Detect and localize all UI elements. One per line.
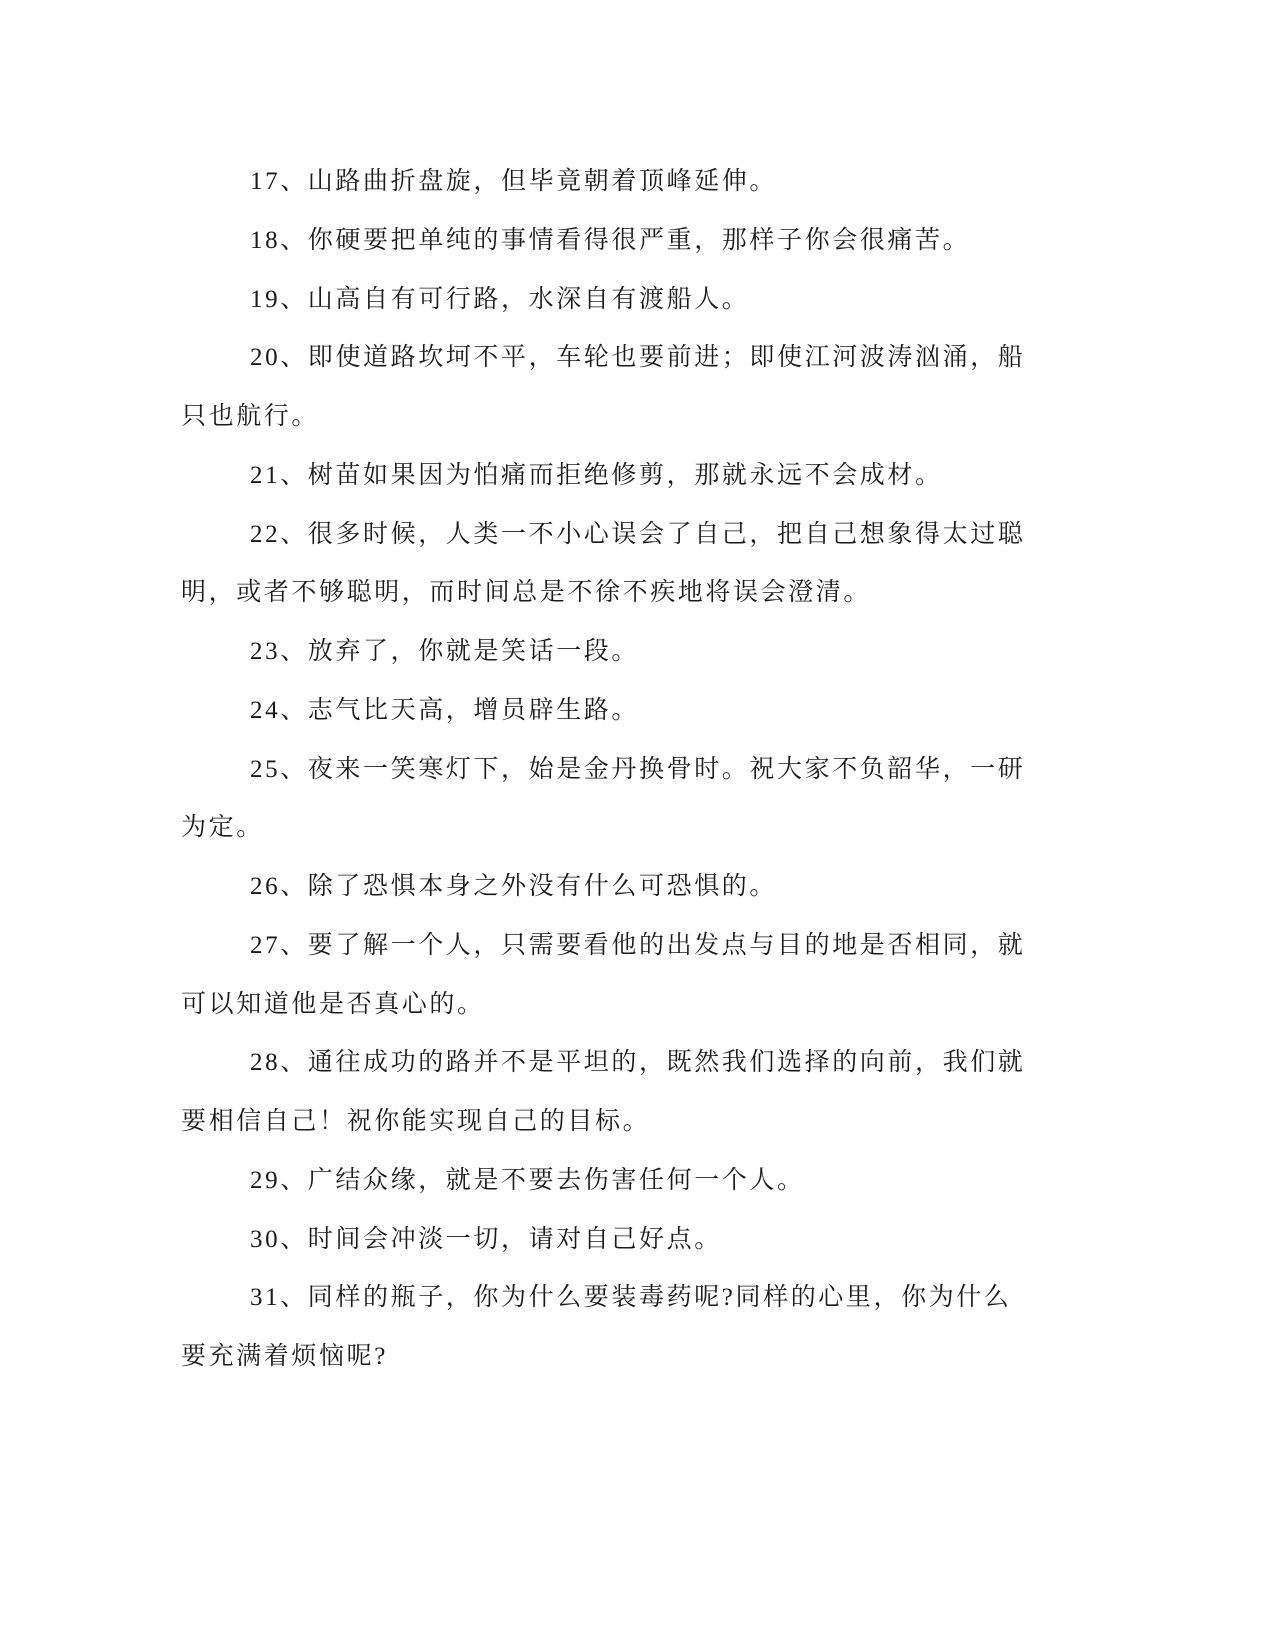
- text-line: 21、树苗如果因为怕痛而拒绝修剪，那就永远不会成材。: [250, 461, 943, 489]
- text-line: 28、通往成功的路并不是平坦的，既然我们选择的向前，我们就: [250, 1049, 1026, 1077]
- paragraph: [181, 271, 1031, 330]
- paragraph: [181, 1269, 1031, 1387]
- paragraph: [181, 623, 1031, 682]
- text-line: 明，或者不够聪明，而时间总是不徐不疾地将误会澄清。: [181, 579, 872, 607]
- paragraph: [181, 682, 1031, 741]
- text-line: 20、即使道路坎坷不平，车轮也要前进；即使江河波涛汹涌，船: [250, 344, 1026, 372]
- text-line: 要相信自己！祝你能实现自己的目标。: [181, 1108, 651, 1135]
- paragraph: [181, 212, 1031, 271]
- text-line: 29、广结众缘，就是不要去伤害任何一个人。: [250, 1166, 805, 1194]
- text-line: 18、你硬要把单纯的事情看得很严重，那样子你会很痛苦。: [250, 226, 971, 254]
- text-line: 22、很多时候，人类一不小心误会了自己，把自己想象得太过聪: [250, 520, 1026, 548]
- text-line: 可以知道他是否真心的。: [181, 990, 485, 1018]
- text-line: 30、时间会冲淡一切，请对自己好点。: [250, 1225, 722, 1253]
- text-line: 24、志气比天高，增员辟生路。: [250, 696, 640, 724]
- text-line: 19、山高自有可行路，水深自有渡船人。: [250, 285, 750, 313]
- text-line: 26、除了恐惧本身之外没有什么可恐惧的。: [250, 873, 778, 900]
- paragraph: [181, 1211, 1031, 1270]
- paragraph: [181, 1034, 1031, 1152]
- paragraph: [181, 447, 1031, 506]
- paragraph: [181, 153, 1031, 212]
- text-line: 27、要了解一个人，只需要看他的出发点与目的地是否相同，就: [250, 931, 1026, 959]
- paragraph: [181, 858, 1031, 917]
- paragraph: [181, 1152, 1031, 1211]
- text-line: 23、放弃了，你就是笑话一段。: [250, 638, 640, 665]
- text-line: 25、夜来一笑寒灯下，始是金丹换骨时。祝大家不负韶华，一研: [250, 755, 1026, 783]
- paragraph: [181, 506, 1031, 624]
- paragraph: [181, 917, 1031, 1035]
- text-line: 要充满着烦恼呢?: [181, 1343, 388, 1370]
- text-line: 只也航行。: [181, 403, 320, 430]
- text-line: 17、山路曲折盘旋，但毕竟朝着顶峰延伸。: [250, 168, 778, 195]
- text-line: 31、同样的瓶子，你为什么要装毒药呢?同样的心里，你为什么: [250, 1284, 1012, 1312]
- paragraph: [181, 741, 1031, 859]
- paragraph: [181, 329, 1031, 447]
- text-line: 为定。: [181, 814, 264, 842]
- document-page: [181, 153, 1031, 1387]
